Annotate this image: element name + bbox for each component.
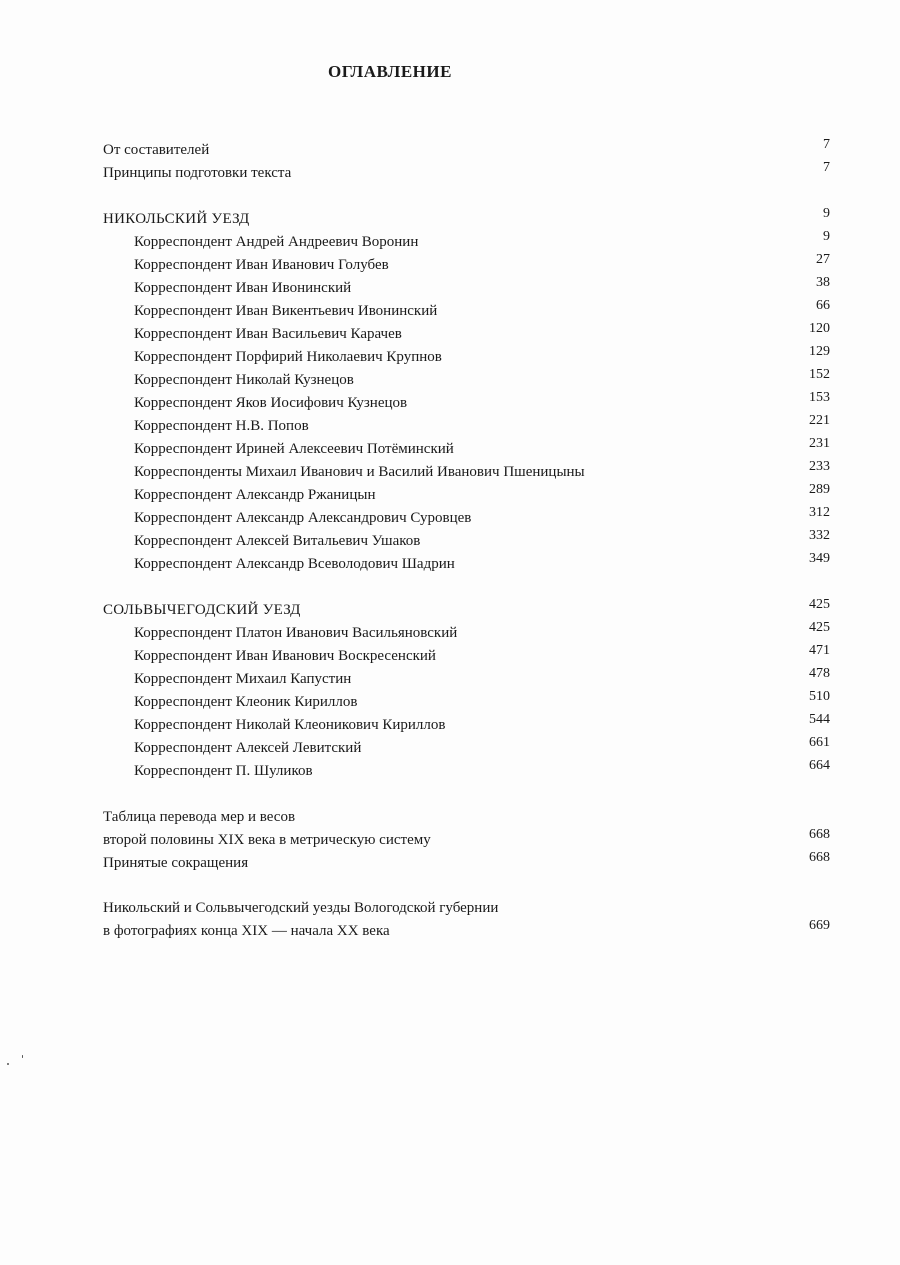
toc-entry-label: Корреспондент Иван Викентьевич Ивонинский <box>134 303 438 319</box>
toc-entry-label: Корреспондент Алексей Левитский <box>134 740 362 756</box>
toc-entry-page: 153 <box>809 390 830 405</box>
toc-entry[interactable] <box>103 691 830 714</box>
toc-entry-measures-table-line2[interactable] <box>103 829 830 852</box>
toc-entry-label: Корреспондент Клеоник Кириллов <box>134 694 358 710</box>
toc-entry-label: Корреспондент Алексей Витальевич Ушаков <box>134 533 421 549</box>
toc-entry-label: Корреспондент Иван Ивонинский <box>134 280 352 296</box>
section-heading-solvychegodsky[interactable] <box>103 599 830 622</box>
toc-entry-page: 120 <box>809 321 830 336</box>
page-title: ОГЛАВЛЕНИЕ <box>328 62 452 81</box>
toc-entry[interactable] <box>103 231 830 254</box>
toc-entry-label: Корреспондент П. Шуликов <box>134 763 313 779</box>
toc-entry-label: Корреспондент Порфирий Николаевич Крупнов <box>134 349 442 365</box>
toc-entry-abbreviations[interactable] <box>103 852 830 875</box>
toc-entry-page: 669 <box>809 918 830 933</box>
toc-entry-label: Корреспондент Иван Иванович Голубев <box>134 257 389 273</box>
toc-entry[interactable] <box>103 277 830 300</box>
toc-entry-from-compilers[interactable] <box>103 139 830 162</box>
toc-entry-page: 510 <box>809 689 830 704</box>
toc-entry-label: Корреспондент Александр Александрович Суровцев <box>134 510 472 526</box>
scan-speck <box>22 1055 23 1058</box>
toc-entry-label: Корреспондент Андрей Андреевич Воронин <box>134 234 419 250</box>
toc-entry[interactable] <box>103 484 830 507</box>
toc-entry[interactable] <box>103 323 830 346</box>
toc-entry-measures-table-line1[interactable] <box>103 806 830 829</box>
toc-entry-page: 668 <box>809 827 830 842</box>
toc-entry-label: Корреспондент Н.В. Попов <box>134 418 309 434</box>
toc-entry[interactable] <box>103 392 830 415</box>
toc-entry-page: 129 <box>809 344 830 359</box>
toc-entry[interactable] <box>103 300 830 323</box>
toc-entry-label: Корреспондент Иван Васильевич Карачев <box>134 326 402 342</box>
toc-entry-page: 661 <box>809 735 830 750</box>
toc-entry-page: 7 <box>823 160 830 175</box>
toc-entry-photos-line2[interactable] <box>103 920 830 943</box>
toc-entry[interactable] <box>103 645 830 668</box>
section-heading-page: 9 <box>823 206 830 221</box>
toc-entry-page: 668 <box>809 850 830 865</box>
toc-entry-page: 478 <box>809 666 830 681</box>
toc-entry-label: в фотографиях конца XIX — начала XX века <box>103 923 390 939</box>
section-heading-label: СОЛЬВЫЧЕГОДСКИЙ УЕЗД <box>103 602 301 618</box>
section-heading-nikolsky[interactable] <box>103 208 830 231</box>
toc-entry-page: 664 <box>809 758 830 773</box>
toc-entry[interactable] <box>103 530 830 553</box>
toc-entry[interactable] <box>103 622 830 645</box>
toc-entry[interactable] <box>103 369 830 392</box>
toc-entry[interactable] <box>103 760 830 783</box>
toc-entry-text-principles[interactable] <box>103 162 830 185</box>
toc-entry-label: Корреспондент Александр Ржаницын <box>134 487 376 503</box>
toc-entry-label: Принципы подготовки текста <box>103 165 292 181</box>
toc-entry-label: Корреспонденты Михаил Иванович и Василий Иванович Пшеницыны <box>134 464 585 480</box>
toc-entry-page: 544 <box>809 712 830 727</box>
toc-entry-label: Никольский и Сольвычегодский уезды Вологодской губернии <box>103 900 499 916</box>
toc-entry-page: 233 <box>809 459 830 474</box>
toc-entry-page: 27 <box>816 252 830 267</box>
toc-entry-label: Корреспондент Александр Всеволодович Шадрин <box>134 556 455 572</box>
toc-entry[interactable] <box>103 507 830 530</box>
toc-entry[interactable] <box>103 668 830 691</box>
toc-entry-page: 471 <box>809 643 830 658</box>
toc-entry-page: 221 <box>809 413 830 428</box>
toc-entry[interactable] <box>103 714 830 737</box>
toc-entry-label: От составителей <box>103 142 210 158</box>
toc-entry[interactable] <box>103 461 830 484</box>
toc-entry[interactable] <box>103 254 830 277</box>
section-heading-label: НИКОЛЬСКИЙ УЕЗД <box>103 211 250 227</box>
toc-entry-label: Корреспондент Иван Иванович Воскресенский <box>134 648 436 664</box>
toc-entry-page: 66 <box>816 298 830 313</box>
toc-entry-label: Корреспондент Платон Иванович Васильяновский <box>134 625 458 641</box>
toc-entry[interactable] <box>103 438 830 461</box>
toc-entry-page: 38 <box>816 275 830 290</box>
toc-entry-page: 332 <box>809 528 830 543</box>
table-of-contents <box>103 139 830 943</box>
toc-entry-label: Корреспондент Ириней Алексеевич Потёминский <box>134 441 454 457</box>
toc-entry-page: 152 <box>809 367 830 382</box>
toc-entry-page: 349 <box>809 551 830 566</box>
toc-entry[interactable] <box>103 415 830 438</box>
toc-entry-page: 425 <box>809 620 830 635</box>
toc-entry[interactable] <box>103 737 830 760</box>
toc-entry-label: Принятые сокращения <box>103 855 249 871</box>
toc-entry-label: Корреспондент Николай Клеоникович Кириллов <box>134 717 446 733</box>
toc-entry[interactable] <box>103 346 830 369</box>
toc-entry-page: 7 <box>823 137 830 152</box>
toc-entry-label: Таблица перевода мер и весов <box>103 809 296 825</box>
toc-entry-label: Корреспондент Михаил Капустин <box>134 671 352 687</box>
toc-entry-page: 9 <box>823 229 830 244</box>
section-heading-page: 425 <box>809 597 830 612</box>
scan-speck <box>7 1063 9 1065</box>
toc-entry-label: Корреспондент Николай Кузнецов <box>134 372 354 388</box>
toc-entry-page: 231 <box>809 436 830 451</box>
toc-entry-page: 312 <box>809 505 830 520</box>
toc-entry-page: 289 <box>809 482 830 497</box>
toc-entry-label: второй половины XIX века в метрическую систему <box>103 832 431 848</box>
toc-entry-label: Корреспондент Яков Иосифович Кузнецов <box>134 395 408 411</box>
toc-entry[interactable] <box>103 553 830 576</box>
toc-entry-photos-line1[interactable] <box>103 897 830 920</box>
